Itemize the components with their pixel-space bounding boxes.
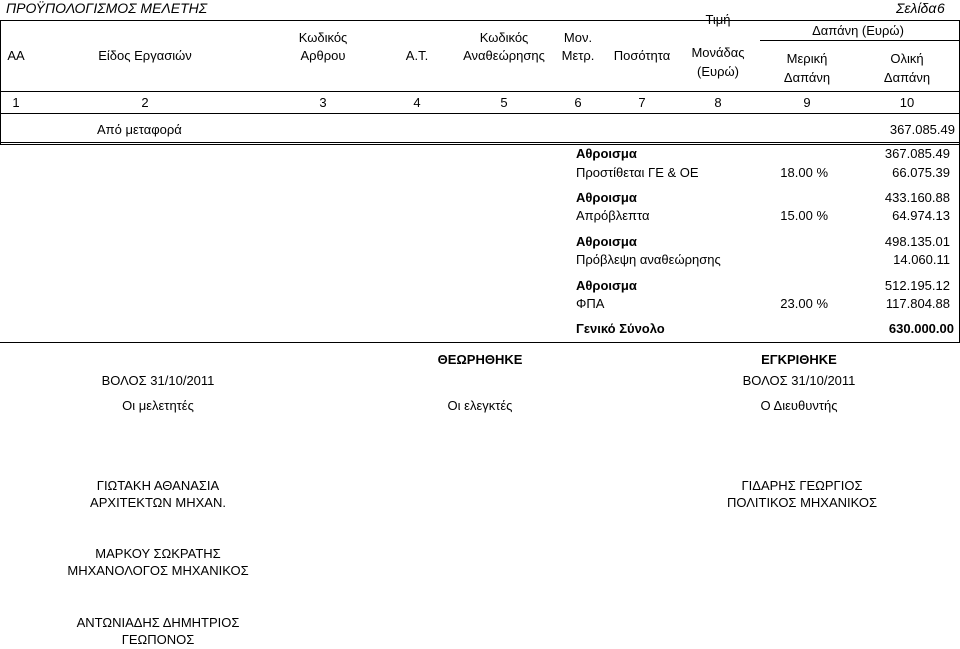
carried-value: 367.085.49 <box>889 122 955 137</box>
col-kodikos-anath-2: Αναθεώρησης <box>463 48 545 63</box>
document-title: ΠΡΟΫΠΟΛΟΓΙΣΜΟΣ ΜΕΛΕΤΗΣ <box>6 0 208 16</box>
col-posotita: Ποσότητα <box>613 48 671 63</box>
col-dapani: Δαπάνη (Ευρώ) <box>812 23 904 38</box>
col-timi-2: Μονάδας <box>691 45 745 60</box>
summary-value: 498.135.01 <box>884 234 950 249</box>
summary-label: Απρόβλεπτα <box>576 208 650 223</box>
carried-bottom-rule <box>0 144 960 145</box>
summary-label: ΦΠΑ <box>576 296 605 311</box>
summary-percent: 23.00 % <box>780 296 828 311</box>
summary-value: 433.160.88 <box>884 190 950 205</box>
summary-label: Αθροισμα <box>576 190 637 205</box>
col-oliki-2: Δαπάνη <box>883 70 931 85</box>
total-bottom-rule <box>0 342 960 343</box>
summary-percent: 15.00 % <box>780 208 828 223</box>
col-num-3: 3 <box>319 95 327 110</box>
col-timi-1: Τιμή <box>705 12 731 27</box>
col-num-5: 5 <box>500 95 508 110</box>
col-num-8: 8 <box>714 95 722 110</box>
summary-label: Πρόβλεψη αναθεώρησης <box>576 252 721 267</box>
elegktes-role: Οι ελεγκτές <box>447 398 513 413</box>
summary-label: Προστίθεται ΓΕ & ΟΕ <box>576 165 699 180</box>
summary-label: Αθροισμα <box>576 146 637 161</box>
header-bottom-rule <box>0 113 960 114</box>
col-num-7: 7 <box>638 95 646 110</box>
right-place-date: ΒΟΛΟΣ 31/10/2011 <box>742 373 856 388</box>
total-value: 630.000.00 <box>888 321 954 336</box>
header-mid-rule <box>0 91 960 92</box>
theorithike-heading: ΘΕΩΡΗΘΗΚΕ <box>437 352 523 367</box>
person-title: ΓΕΩΠΟΝΟΣ <box>121 632 195 647</box>
col-num-1: 1 <box>12 95 20 110</box>
col-kodikos-anath-1: Κωδικός <box>479 30 529 45</box>
person-title: ΑΡΧΙΤΕΚΤΩΝ ΜΗΧΑΝ. <box>90 495 226 510</box>
summary-value: 14.060.11 <box>893 252 950 267</box>
summary-value: 367.085.49 <box>884 146 950 161</box>
person-name: ΑΝΤΩΝΙΑΔΗΣ ΔΗΜΗΤΡΙΟΣ <box>76 615 240 630</box>
person-name: ΓΙΔΑΡΗΣ ΓΕΩΡΓΙΟΣ <box>741 478 863 493</box>
page-label: Σελίδα <box>896 0 937 16</box>
summary-percent: 18.00 % <box>780 165 828 180</box>
person-title: ΠΟΛΙΤΙΚΟΣ ΜΗΧΑΝΙΚΟΣ <box>726 495 878 510</box>
col-kodikos-arthrou-2: Αρθρου <box>300 48 346 63</box>
left-place-date: ΒΟΛΟΣ 31/10/2011 <box>101 373 215 388</box>
total-label: Γενικό Σύνολο <box>576 321 665 336</box>
col-eidos: Είδος Εργασιών <box>98 48 192 63</box>
summary-value: 512.195.12 <box>884 278 950 293</box>
header-left-border <box>0 20 1 113</box>
page-number: 6 <box>937 0 945 16</box>
summary-label: Αθροισμα <box>576 234 637 249</box>
col-aa: ΑΑ <box>7 48 25 63</box>
col-mon-2: Μετρ. <box>561 48 595 63</box>
col-timi-3: (Ευρώ) <box>697 64 739 79</box>
person-name: ΜΑΡΚΟΥ ΣΩΚΡΑΤΗΣ <box>95 546 221 561</box>
person-title: ΜΗΧΑΝΟΛΟΓΟΣ ΜΗΧΑΝΙΚΟΣ <box>67 563 249 578</box>
col-num-2: 2 <box>141 95 149 110</box>
col-kodikos-arthrou-1: Κωδικός <box>298 30 348 45</box>
summary-value: 117.804.88 <box>885 296 950 311</box>
egkrithike-heading: ΕΓΚΡΙΘΗΚΕ <box>761 352 837 367</box>
col-at: Α.Τ. <box>405 48 429 63</box>
summary-value: 64.974.13 <box>892 208 950 223</box>
carried-left-border <box>0 113 1 144</box>
carried-top-rule <box>0 142 960 143</box>
summary-label: Αθροισμα <box>576 278 637 293</box>
meletites-role: Οι μελετητές <box>122 398 194 413</box>
summary-value: 66.075.39 <box>892 165 950 180</box>
col-meriki-2: Δαπάνη <box>783 70 831 85</box>
col-mon-1: Μον. <box>563 30 593 45</box>
person-name: ΓΙΩΤΑΚΗ ΑΘΑΝΑΣΙΑ <box>96 478 220 493</box>
col-num-4: 4 <box>413 95 421 110</box>
col-num-6: 6 <box>574 95 582 110</box>
col-oliki-1: Ολική <box>890 51 924 66</box>
dieuthyntis-role: Ο Διευθυντής <box>760 398 838 413</box>
carried-label: Από μεταφορά <box>97 122 182 137</box>
col-num-9: 9 <box>803 95 811 110</box>
col-num-10: 10 <box>899 95 915 110</box>
col-meriki-1: Μερική <box>786 51 828 66</box>
